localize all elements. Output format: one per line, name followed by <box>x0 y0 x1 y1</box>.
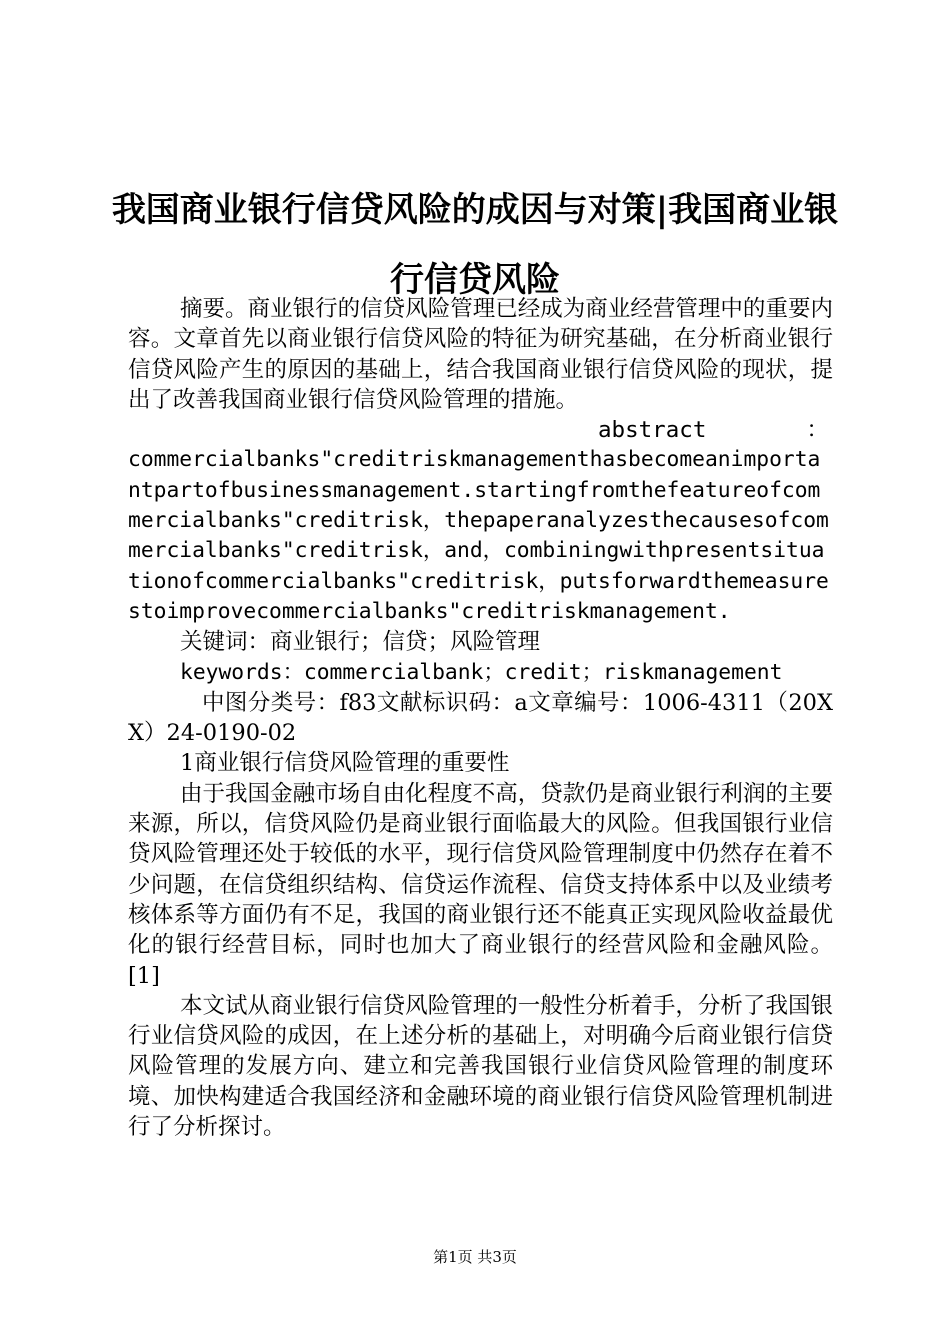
document-body <box>128 294 833 1142</box>
classification-line: 中图分类号：f83文献标识码：a文章编号：1006-4311（20XX）24-0190-02 <box>128 689 833 747</box>
document-title: 我国商业银行信贷风险的成因与对策|我国商业银行信贷风险 <box>111 190 839 300</box>
abstract-en-colon: ： <box>806 417 829 444</box>
section-heading: 1商业银行信贷风险管理的重要性 <box>180 750 510 777</box>
abstract-en-label: abstract <box>598 417 707 444</box>
abstract-en: commercialbanks"creditriskmanagementhasbecomeanimportantpartofbusinessmanagement.startingfromthefeatureofcommercialbanks"creditrisk，thepaperanalyzesthecausesofcommercialbanks"creditrisk，and，combiningwithpresentsituationofcommercialbanks"creditrisk，putsforwardthemeasurestoimprovecommercialbanks"creditriskmanagement. <box>128 447 829 624</box>
keywords-en: keywords：commercialbank；credit；riskmanagement <box>180 659 783 685</box>
abstract-cn: 摘要。商业银行的信贷风险管理已经成为商业经营管理中的重要内容。文章首先以商业银行信贷风险的特征为研究基础，在分析商业银行信贷风险产生的原因的基础上，结合我国商业银行信贷风险的现状，提出了改善我国商业银行信贷风险管理的措施。 <box>128 296 833 413</box>
keywords-cn: 关键词：商业银行；信贷；风险管理 <box>180 629 541 656</box>
page-footer: 第1页 共3页 <box>433 1248 517 1266</box>
paragraph-1: 由于我国金融市场自由化程度不高，贷款仍是商业银行利润的主要来源，所以，信贷风险仍是商业银行面临最大的风险。但我国银行业信贷风险管理还处于较低的水平，现行信贷风险管理制度中仍然存在着不少问题，在信贷组织结构、信贷运作流程、信贷支持体系中以及业绩考核体系等方面仍有不足，我国的商业银行还不能真正实现风险收益最优化的银行经营目标，同时也加大了商业银行的经营风险和金融风险。[1] <box>128 780 833 989</box>
abstract-en-heading <box>128 415 833 445</box>
paragraph-2: 本文试从商业银行信贷风险管理的一般性分析着手，分析了我国银行业信贷风险的成因，在上述分析的基础上，对明确今后商业银行信贷风险管理的发展方向、建立和完善我国银行业信贷风险管理的制度环境、加快构建适合我国经济和金融环境的商业银行信贷风险管理机制进行了分析探讨。 <box>128 992 833 1141</box>
